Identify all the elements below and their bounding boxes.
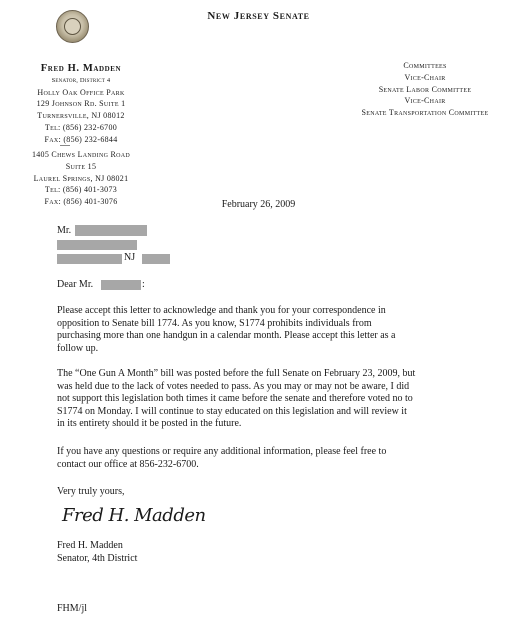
redacted-salutation-name [101,280,141,290]
committee-line: Vice-Chair [404,72,446,82]
salutation-colon: : [142,279,145,290]
phone-line: Tel: (856) 232-6700 [44,122,118,132]
text-line: was held due to the lack of votes needed to pass. As you may or may not be aware, I did [57,380,410,392]
redacted-zip [142,254,170,264]
text-line: purchasing more than one handgun in a calendar month. Please accept this letter as a [57,330,396,342]
address-line: Suite 15 [65,161,97,171]
letter-date: February 26, 2009 [221,199,296,210]
address-divider [60,145,70,146]
signer-name: Fred H. Madden [57,540,123,551]
text-line: The “One Gun A Month” bill was posted before the full Senate on February 23, 2009, but [57,368,416,379]
office-address-1 [6,87,156,146]
committee-line: Senate Transportation Committee [361,108,489,118]
sender-district: Senator, District 4 [51,76,111,84]
text-line: follow up. [57,342,99,354]
text-line: If you have any questions or require any additional information, please feel free to [57,446,387,457]
address-line: 129 Johnson Rd. Suite 1 [36,99,126,109]
text-line: contact our office at 856-232-6700. [57,458,199,470]
recipient-title: Mr. [57,225,72,236]
committee-line: Senate Labor Committee [378,84,472,94]
salutation: Dear Mr. [57,279,94,290]
committees-heading: Committees [403,61,447,70]
address-line: 1405 Chews Landing Road [31,150,131,159]
address-line: Turnersville, NJ 08012 [37,111,125,121]
typist-initials: FHM/jl [57,603,88,614]
redacted-address-line [57,240,137,250]
phone-line: Tel: (856) 401-3073 [44,185,118,195]
address-line: Holly Oak Office Park [37,87,125,97]
address-line: Laurel Springs, NJ 08021 [33,173,129,183]
committee-line: Vice-Chair [404,96,446,106]
text-line: in its entirety should it be posted in the future. [57,418,242,430]
fax-line: Fax: (856) 232-6844 [44,134,118,144]
closing: Very truly yours, [57,486,125,497]
redacted-city [57,254,122,264]
sender-block [6,63,156,146]
signer-title: Senator, 4th District [57,553,138,564]
letterhead-title: New Jersey Senate [207,10,310,22]
text-line: opposition to Senate bill 1774. As you know, S1774 prohibits individuals from [57,317,372,329]
redacted-recipient-name [75,225,147,236]
handwritten-signature: Fred H. Madden [62,505,206,526]
sender-name: Fred H. Madden [40,63,122,74]
paragraph-1 [57,305,477,355]
recipient-state: NJ [124,252,136,263]
text-line: S1774 on Monday. I will continue to stay educated on this legislation and will review it [57,405,407,417]
fax-line: Fax: (856) 401-3076 [44,197,118,207]
paragraph-3 [57,446,477,471]
text-line: not support this legislation both times it came before the senate and therefore voted no to [57,393,413,405]
committees-block [350,60,500,119]
text-line: Please accept this letter to acknowledge and thank you for your correspondence in [57,305,386,316]
paragraph-2 [57,368,477,431]
